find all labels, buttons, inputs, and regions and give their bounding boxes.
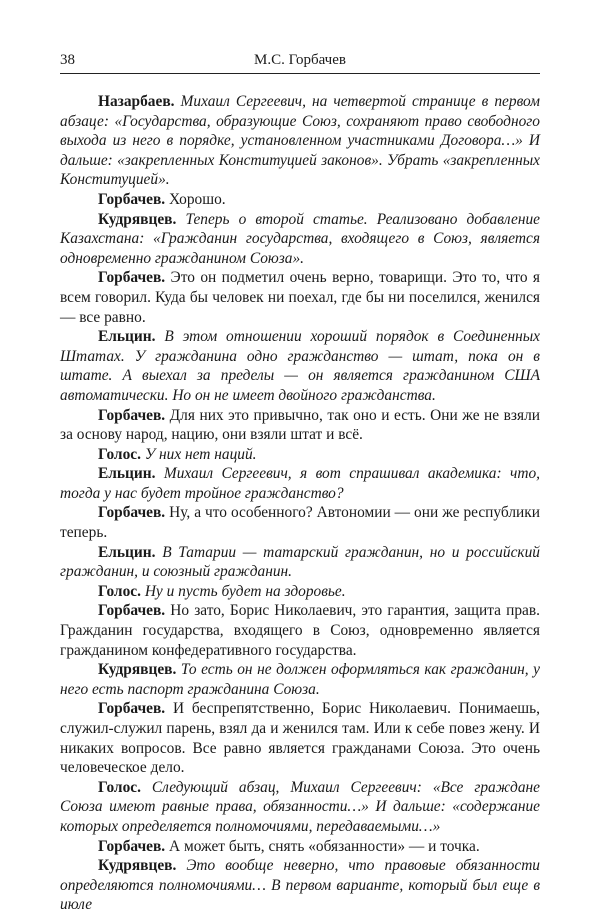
speech-text: В Татарии — татарский гражданин, но и российский гражданин, и союзный гражданин. [60,543,540,581]
speech-text: Это он подметил очень верно, товарищи. Это то, что я всем говорил. Куда бы человек ни поехал, где бы ни поселился, женился — все равно. [60,269,540,326]
speech-text: То есть он не должен оформляться как гражданин, у него есть паспорт гражданина Союза. [60,661,540,698]
speech-text: Михаил Сергеевич, я вот спрашивал академика: что, тогда у нас будет тройное гражданство? [60,465,540,502]
speech-text: Для них это привычно, так оно и есть. Они же не взяли за основу народ, нацию, они взяли штат и всё. [60,406,540,444]
dialogue-paragraph [60,699,540,777]
dialogue-paragraph [60,190,540,210]
dialogue-paragraph [60,210,540,269]
dialogue-paragraph [60,582,540,602]
speech-text: И беспрепятственно, Борис Николаевич. Понимаешь, служил-служил парень, взял да и женился там. Или к себе повез жену. И никаких вопросов. Все равно является гражданами Союза. Это очень человеческое дело. [60,700,540,777]
speech-text: Михаил Сергеевич, на четвертой странице в первом абзаце: «Государства, образующие Союз, сохраняют право свободного выхода из него в порядке, установленном участниками Договора…» И дальше: «закрепленных Конституцией законов». Убрать «закрепленных Конституцией». [60,93,540,189]
page-body [60,92,540,915]
speech-text: Это вообще неверно, что правовые обязанности определяются полномочиями… В первом варианте, который был еще в июле [60,857,540,914]
speaker-name: Кудрявцев. [98,857,177,875]
speaker-name: Горбачев. [98,504,166,522]
speech-text: У них нет наций. [144,445,257,463]
dialogue-paragraph [60,406,540,445]
speech-text: Следующий абзац, Михаил Сергеевич: «Все граждане Союза имеют равные права, обязанности…» И дальше: «содержание которых определяется полномочиями, передаваемыми…» [60,778,540,835]
speech-text: В этом отношении хороший порядок в Соединенных Штатах. У гражданина одно гражданство — штат, пока он в штате. А выехал за пределы — он является гражданином США автоматически. Но он не имеет двойного гражданства. [60,328,540,404]
speaker-name: Горбачев. [98,602,166,620]
speech-text: Теперь о второй статье. Реализовано добавление Казахстана: «Гражданин государства, входящего в Союз, является одновременно гражданином Союза». [60,210,540,267]
dialogue-paragraph [60,660,540,699]
speaker-name: Горбачев. [98,406,166,424]
dialogue-paragraph [60,837,540,857]
page-header [60,50,540,70]
speaker-name: Ельцин. [98,328,156,346]
dialogue-paragraph [60,778,540,837]
speech-text: Ну, а что особенного? Автономии — они же республики теперь. [60,504,540,542]
dialogue-paragraph [60,543,540,582]
running-title: М.С. Горбачев [254,52,346,68]
speaker-name: Горбачев. [98,700,166,718]
speaker-name: Горбачев. [98,837,166,855]
dialogue-paragraph [60,856,540,915]
speech-text: Ну и пусть будет на здоровье. [144,582,346,600]
speaker-name: Кудрявцев. [98,661,177,679]
speaker-name: Горбачев. [98,269,166,287]
dialogue-paragraph [60,503,540,542]
speaker-name: Кудрявцев. [98,210,177,228]
speaker-name: Голос. [98,445,141,463]
dialogue-paragraph [60,601,540,660]
speaker-name: Назарбаев. [98,93,175,110]
speaker-name: Горбачев. [98,190,166,208]
speaker-name: Голос. [98,778,141,796]
header-rule [60,73,540,74]
speaker-name: Голос. [98,582,141,600]
page-number: 38 [60,52,75,68]
speaker-name: Ельцин. [98,465,156,483]
speaker-name: Ельцин. [98,543,156,561]
speech-text: А может быть, снять «обязанности» — и точка. [169,837,480,855]
dialogue-paragraph [60,92,540,190]
dialogue-paragraph [60,327,540,405]
dialogue-paragraph [60,268,540,327]
speech-text: Хорошо. [169,190,226,208]
dialogue-paragraph [60,464,540,503]
speech-text: Но зато, Борис Николаевич, это гарантия, защита прав. Гражданин государства, входящего в Союз, одновременно является гражданином конфедеративного государства. [60,602,540,659]
dialogue-paragraph [60,445,540,465]
